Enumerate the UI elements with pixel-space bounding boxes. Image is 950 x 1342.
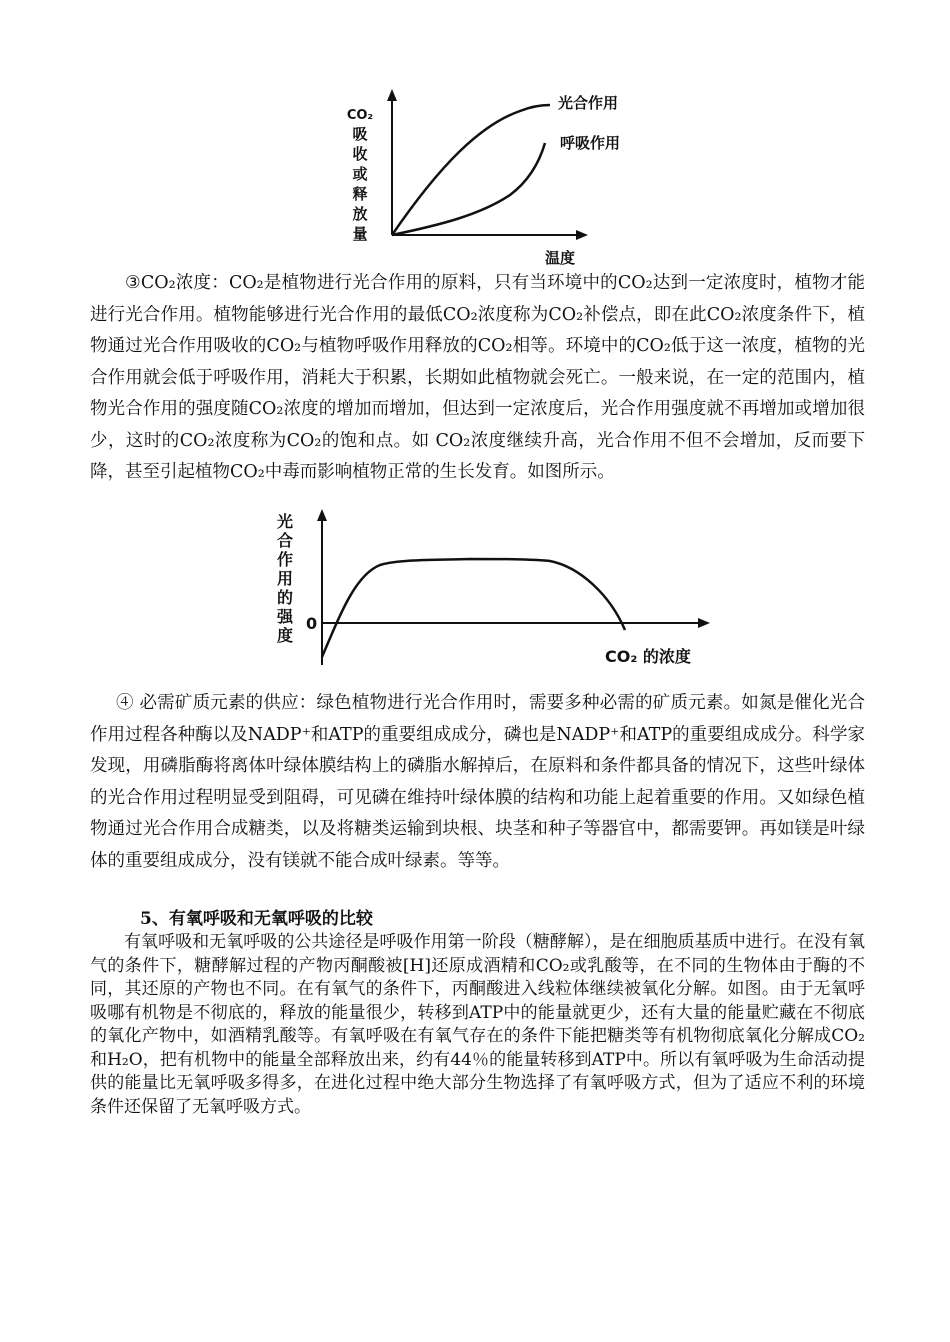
figure-temperature-svg [330, 85, 650, 270]
fig2-ylabel-6: 度 [276, 626, 294, 645]
fig2-ylabel-2: 作 [276, 550, 294, 569]
section-mineral-elements [90, 688, 865, 877]
fig1-x-arrow [576, 230, 588, 240]
fig1-x-label: 温度 [545, 249, 576, 267]
fig1-respiration-curve [392, 143, 545, 235]
section3-body: CO₂是植物进行光合作用的原料，只有当环境中的CO₂达到一定浓度时，植物才能进行光合作用。植物能够进行光合作用的最低CO₂浓度称为CO₂补偿点，即在此CO₂浓度条件下，植物通过光合作用吸收的CO₂与植物呼吸作用释放的CO₂相等。环境中的CO₂低于这一浓度，植物的光合作用就会低于呼吸作用，消耗大于积累，长期如此植物就会死亡。一般来说，在一定的范围内，植物光合作用的强度随CO₂浓度的增加而增加，但达到一定浓度后，光合作用强度就不再增加或增加很少，这时的CO₂浓度称为CO₂的饱和点。如 CO₂浓度继续升高，光合作用不但不会增加，反而要下降，甚至引起植物CO₂中毒而影响植物正常的生长发育。如图所示。 [90, 273, 865, 482]
fig1-ylabel-0: CO₂ [346, 108, 374, 123]
fig2-x-arrow [698, 618, 710, 628]
section5-heading: 5、有氧呼吸和无氧呼吸的比较 [140, 909, 373, 929]
section4-lead: ④ 必需矿质元素的供应： [116, 693, 317, 713]
fig2-ylabel-1: 合 [276, 531, 294, 550]
section5-body: 有氧呼吸和无氧呼吸的公共途径是呼吸作用第一阶段（糖酵解），是在细胞质基质中进行。在没有氧气的条件下，糖酵解过程的产物丙酮酸被[H]还原成酒精和CO₂或乳酸等，在不同的生物体由于酶的不同，其还原的产物也不同。在有氧气的条件下，丙酮酸进入线粒体继续被氧化分解。如图。由于无氧呼吸哪有机物是不彻底的，释放的能量很少，转移到ATP中的能量就更少，还有大量的能量贮藏在不彻底的氧化产物中，如酒精乳酸等。有氧呼吸在有氧气存在的条件下能把糖类等有机物彻底氧化分解成CO₂和H₂O，把有机物中的能量全部释放出来，约有44％的能量转移到ATP中。所以有氧呼吸为生命活动提供的能量比无氧呼吸多得多，在进化过程中绝大部分生物选择了有氧呼吸方式，但为了适应不利的环境条件还保留了无氧呼吸方式。 [90, 932, 865, 1117]
section-co2-concentration [90, 268, 865, 489]
fig1-y-arrow [387, 89, 397, 101]
fig1-ylabel-2: 收 [352, 145, 368, 163]
fig1-ylabel-1: 吸 [352, 125, 368, 143]
fig2-ylabel-4: 的 [276, 588, 294, 607]
section-respiration-comparison [90, 931, 865, 1119]
fig2-ylabel-3: 用 [276, 569, 294, 588]
fig2-ylabel-5: 强 [276, 607, 294, 626]
fig1-ylabel-3: 或 [352, 165, 368, 183]
fig2-y-arrow [317, 509, 327, 521]
fig1-photosynthesis-label: 光合作用 [558, 94, 619, 112]
fig1-respiration-label: 呼吸作用 [560, 134, 621, 152]
figure-temperature-curves [330, 85, 650, 270]
fig1-ylabel-6: 量 [352, 225, 368, 243]
fig2-zero-label: 0 [306, 614, 318, 633]
fig2-intensity-curve [322, 559, 625, 657]
fig2-ylabel-0: 光 [276, 512, 294, 531]
fig1-ylabel-4: 释 [352, 185, 368, 203]
figure-co2-curve [270, 505, 720, 675]
section3-lead: ③CO₂浓度： [125, 273, 229, 293]
fig1-ylabel-5: 放 [352, 205, 368, 223]
figure-co2-svg [270, 505, 720, 675]
section4-body: 绿色植物进行光合作用时，需要多种必需的矿质元素。如氮是催化光合作用过程各种酶以及NADP⁺和ATP的重要组成成分，磷也是NADP⁺和ATP的重要组成成分。科学家发现，用磷脂酶将离体叶绿体膜结构上的磷脂水解掉后，在原料和条件都具备的情况下，这些叶绿体的光合作用过程明显受到阻碍，可见磷在维持叶绿体膜的结构和功能上起着重要的作用。又如绿色植物通过光合作用合成糖类，以及将糖类运输到块根、块茎和种子等器官中，都需要钾。再如镁是叶绿体的重要组成成分，没有镁就不能合成叶绿素。等等。 [90, 693, 866, 871]
fig2-x-label: CO₂ 的浓度 [605, 647, 691, 666]
